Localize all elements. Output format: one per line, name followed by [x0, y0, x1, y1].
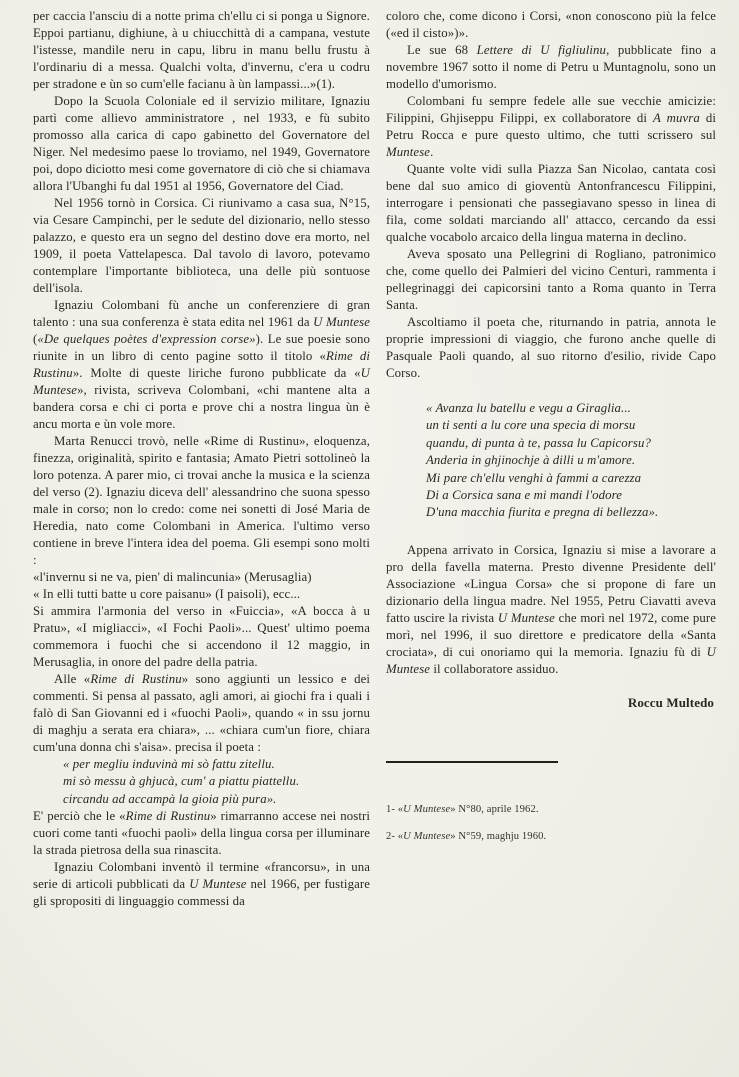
italic-run: U Muntese	[313, 315, 370, 329]
text-run: Dopo la Scuola Coloniale ed il servizio militare, Ignaziu partì come allievo amministratore , nel 1933, e fù subito promosso alla carica di capo gabinetto del Governatore del Niger. Nel medesimo paese lo troviamo, nel 1949, Governatore poi, dopo diciotto mesi come governatore di ciò che si chiamava allora l'Ubanghi fu dal 1951 al 1956, Governatore del Ciad.	[33, 94, 370, 193]
text-run: (	[33, 332, 38, 346]
text-run: Marta Renucci trovò, nelle «Rime di Rustinu», eloquenza, finezza, originalità, spirito e fantasia; Amato Pietri sottolineò la loro potenza. A parer mio, ci trovai anche la musica e la scienza del verso (2). Ignaziu diceva dell' alessandrino che suona spesso male in corso; non lo credo: come nei sonetti di José Maria de Heredia, nato come Colombani in America. l'ultimo verso contiene in breve l'intera idea del poema. Gli esempi sono molti :	[33, 434, 370, 567]
verse-line: circandu ad accampà la gioia più pura».	[63, 791, 277, 806]
paragraph	[386, 542, 716, 678]
text-run: Alle «	[54, 672, 91, 686]
text-run: «l'invernu si ne va, pien' di malincunia» (Merusaglia)	[33, 570, 312, 584]
text-run: Roccu Multedo	[627, 694, 714, 710]
italic-run: U Muntese	[189, 877, 247, 892]
text-run: » N°59, maghju 1960.	[450, 830, 547, 842]
text-run: 1- «	[386, 803, 404, 815]
text-run: , pubblicate fino a novembre 1967 sotto il nome di Petru u Muntagnolu, sono un modello d'umorismo.	[386, 43, 717, 91]
italic-run: U Muntese	[386, 644, 716, 676]
paragraph	[33, 297, 370, 433]
paragraph	[386, 314, 716, 382]
verse-line: quandu, di punta à te, passa lu Capicorsu?	[426, 435, 651, 450]
text-run: » sono aggiunti un lessico e dei commenti. Si pensa al passato, agli amori, ai giochi fra i quali i falò di San Giovanni ed i «fuochi Paoli», quando « in ssu jornu di maghju a serata era chiara», ... «chiara cum'un fiore, chiara cum'una donna chi s'aisa». precisa il poeta :	[33, 672, 371, 754]
text-run: » N°80, aprile 1962.	[450, 803, 539, 815]
text-run: Le sue 68	[407, 43, 477, 57]
right-column	[386, 8, 716, 857]
footnote-separator-rule	[386, 761, 558, 763]
verse-block	[426, 400, 716, 522]
text-run: Nel 1956 tornò in Corsica. Ci riunivamo a casa sua, N°15, via Cesare Campinchi, per le sedute del dizionario, nello stesso palazzo, e questo era un segno del destino dove era morto, nel 1909, il poeta Vattelapesca. Dal tavolo di lavoro, potevamo contemplare l'importante biblioteca, una delle più sontuose dell'isola.	[33, 196, 370, 295]
text-run: Si ammira l'armonia del verso in «Fuiccia», «A bocca à u Pratu», «I migliacci», «I Fochi Paoli»... Quest' ultimo poema commemora i fuochi che si accendono il 12 maggio, in Merusaglia, in onore del padre della patria.	[33, 604, 370, 669]
paragraph	[386, 8, 716, 42]
paragraph	[33, 586, 370, 603]
paragraph	[33, 808, 370, 859]
left-column	[33, 8, 370, 910]
text-run: nel 1966, per fustigare gli spropositi di linguaggio commessi da	[33, 877, 370, 909]
text-run: Appena arrivato in Corsica, Ignaziu si mise a lavorare a pro della favella materna. Presto divenne Presidente dell' Associazione «Lingua Corsa» che si propone di fare un dizionario della lingua madre. Nel 1955, Petru Ciavatti aveva fatto uscire la rivista	[386, 542, 716, 625]
verse-line: Anderia in ghjinochje à dilli u m'amore.	[426, 453, 636, 468]
paragraph	[386, 161, 716, 246]
paragraph	[386, 246, 716, 314]
italic-run: Rime di Rustinu	[33, 349, 370, 380]
paragraph	[33, 433, 370, 569]
text-run: 2- «	[386, 830, 404, 842]
italic-run: U Muntese	[497, 610, 555, 625]
italic-run: U Muntese	[33, 366, 370, 397]
verse-line: mi sò messu à ghjucà, cum' a piattu piattellu.	[63, 774, 300, 789]
italic-run: «De quelques poètes d'expression corse»	[37, 332, 256, 346]
text-run: Aveva sposato una Pellegrini di Rogliano, patronimico che, come quello dei Palmieri del vicino Centuri, rammenta i pellegrinaggi dei capicorsini tanto a Roma quanto in Terra Santa.	[386, 247, 716, 312]
paragraph	[386, 42, 716, 93]
paragraph	[33, 195, 370, 297]
footnote	[386, 830, 716, 843]
text-run: per caccia l'ansciu di a notte prima ch'ellu ci si ponga u Signore. Eppoi partianu, dighiune, à u chiucchittà di a campana, vestute l'istesse, mandile neru in capu, libru in manu bellu frustu à l'ordinariu di a messa. Qualchi volta, d'invernu, c'era u codru per stradone e ùn so cum'elle facianu à ùn lampassi...»(1).	[33, 9, 370, 91]
text-run: », rivista, scriveva Colombani, «chi mantene alta a bandera corsa e chi ci porta e prove chi a nostra lingua ùn è ancu morta e ùn vole more.	[33, 383, 370, 431]
text-run: il collaboratore assiduo.	[430, 661, 559, 676]
text-run: Colombani fu sempre fedele alle sue vecchie amicizie: Filippini, Ghjiseppu Filippi, ex collaboratore di	[386, 94, 716, 125]
text-run: ). Le sue poesie sono riunite in un libro di cento pagine sotto il titolo «	[33, 332, 370, 363]
text-run: Ignaziu Colombani fù anche un conferenziere di gran talento : una sua conferenza è stata edita nel 1961 da	[33, 298, 370, 329]
text-run: .	[430, 145, 434, 159]
text-run: « In elli tutti batte u core paisanu» (I paisoli), ecc...	[33, 587, 301, 601]
italic-run: U Muntese	[403, 830, 451, 842]
text-run: che morì nel 1972, come pure morì, nel 1996, il suo direttore e predicatore della «Santa crociata», di cui onoriamo qui la memoria. Ignaziu fù di	[386, 610, 716, 659]
text-run: E' perciò che le «	[33, 809, 126, 824]
italic-run: Muntese	[386, 145, 431, 159]
paragraph	[33, 93, 370, 195]
paragraph	[33, 8, 370, 93]
text-run: » rimarranno accese nei nostri cuori come tanti «fuochi paoli» della lingua corsa per illuminare la strada pietrosa della sua rinascita.	[33, 809, 370, 858]
text-run: Ascoltiamo il poeta che, riturnando in patria, annota le proprie impressioni di viaggio, che furono anche quelle di Pasquale Paoli quando, al suo ritorno d'esilio, rivide Capo Corso.	[386, 315, 716, 380]
verse-line: « per megliu induvinà mi sò fattu zitellu.	[63, 757, 275, 771]
paragraph	[33, 603, 370, 671]
verse-line: D'una macchia fiurita e pregna di bellezza».	[426, 505, 659, 520]
text-run: ». Molte di queste liriche furono pubblicate da «	[72, 366, 361, 380]
text-run: di Petru Rocca e pure questo ultimo, che tutti scrissero sul	[386, 111, 717, 142]
footnote	[386, 803, 716, 816]
paragraph	[386, 93, 716, 161]
paragraph	[33, 569, 370, 586]
paragraph	[33, 671, 370, 756]
author-signature	[386, 694, 714, 711]
italic-run: Rime di Rustinu	[90, 672, 182, 686]
text-run: Ignaziu Colombani inventò il termine «francorsu», in una serie di articoli pubblicati da	[33, 860, 370, 892]
verse-block	[63, 756, 370, 808]
italic-run: U Muntese	[403, 803, 451, 815]
text-run: coloro che, come dicono i Corsi, «non conoscono più la felce («ed il cisto»)».	[386, 9, 716, 40]
verse-line: Di a Corsica sana e mi mandi l'odore	[426, 488, 623, 503]
italic-run: Lettere di U figliulinu	[476, 43, 607, 57]
verse-line: « Avanza lu batellu e vegu a Giraglia...	[426, 401, 631, 415]
verse-line: un ti senti a lu core una specia di morsu	[426, 418, 636, 433]
italic-run: A muvra	[653, 111, 700, 125]
text-run: Quante volte vidi sulla Piazza San Nicolao, cantata così bene dal suo amico di gioventù Antonfrancescu Filippini, interrogare i pensionati che passegiavano spesso in linea di fila, come soldati marciando all' attacco, cercando da essi qualche vocabolo arcaico della lingua materna in declino.	[386, 162, 716, 244]
verse-line: Mi pare ch'ellu venghi à fammi a carezza	[426, 470, 642, 485]
paragraph	[33, 859, 370, 910]
italic-run: Rime di Rustinu	[125, 809, 211, 824]
